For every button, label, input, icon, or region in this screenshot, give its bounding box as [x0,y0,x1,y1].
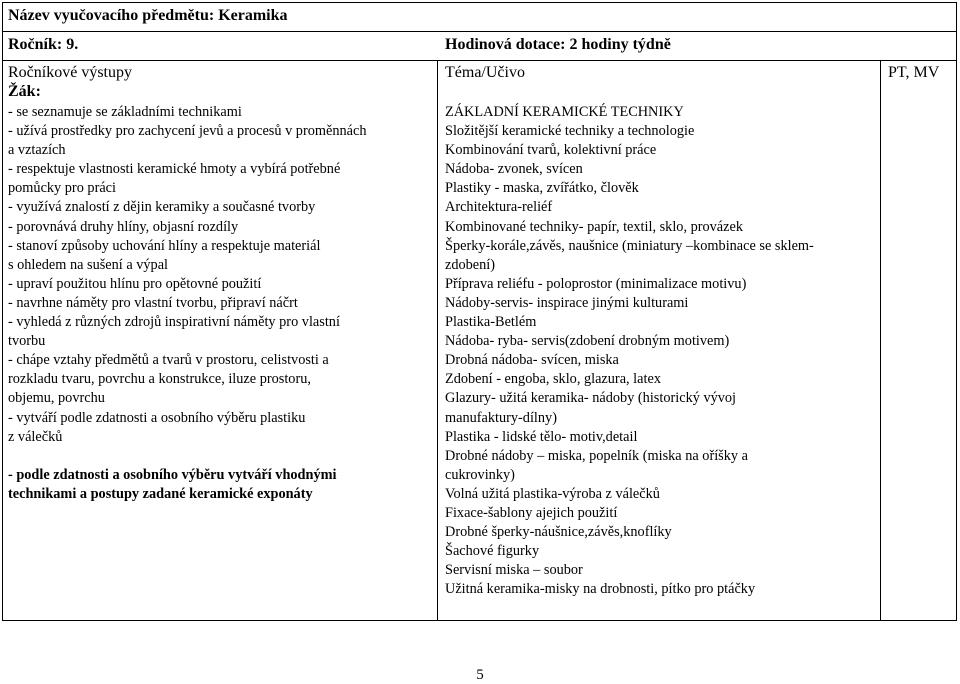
page-number: 5 [476,667,484,683]
list-item: - porovnává druhy hlíny, objasní rozdíly [8,218,239,235]
column-divider [880,60,881,621]
list-item: - respektuje vlastnosti keramické hmoty a vybírá potřebné [8,161,341,178]
list-item: z válečků [8,428,63,445]
list-item: Servisní miska – soubor [445,562,583,579]
student-label: Žák: [8,83,41,100]
list-item: objemu, povrchu [8,390,105,407]
row-divider [2,60,957,61]
row-divider [2,31,957,32]
list-item: Nádoby-servis- inspirace jinými kulturami [445,294,689,311]
spacer [8,447,366,466]
list-item: Drobná nádoba- svícen, miska [445,352,619,369]
list-item: - vyhledá z různých zdrojů inspirativní náměty pro vlastní [8,314,340,331]
list-item: cukrovinky) [445,466,515,483]
subject-title: Název vyučovacího předmětu: Keramika [8,7,288,24]
list-item: Fixace-šablony ajejich použití [445,504,618,521]
list-item: Plastika - lidské tělo- motiv,detail [445,428,638,445]
table-border-right [956,2,957,621]
table-border-bottom [2,620,957,621]
column-divider [437,60,438,621]
topic-header: Téma/Učivo [445,64,525,81]
outputs-header: Ročníkové výstupy [8,64,132,81]
list-item: Drobné šperky-náušnice,závěs,knoflíky [445,524,672,541]
list-item: Příprava reliéfu - poloprostor (minimalizace motivu) [445,275,747,292]
list-item: Zdobení - engoba, sklo, glazura, latex [445,371,661,388]
list-item: zdobení) [445,256,496,273]
list-item: Šperky-korále,závěs, naušnice (miniatury –kombinace se sklem- [445,237,814,254]
list-item: - využívá znalostí z dějin keramiky a současné tvorby [8,199,316,216]
list-item: Plastiky - maska, zvířátko, člověk [445,180,639,197]
list-item: - upraví použitou hlínu pro opětovné použití [8,275,262,292]
list-item: ZÁKLADNÍ KERAMICKÉ TECHNIKY [445,104,684,120]
list-item: Užitná keramika-misky na drobnosti, pítko pro ptáčky [445,581,756,598]
list-item: s ohledem na sušení a výpal [8,256,169,273]
list-item: Složitější keramické techniky a technologie [445,123,695,140]
curriculum-table [2,2,957,622]
list-item: Plastika-Betlém [445,314,537,331]
list-item-bold: technikami a postupy zadané keramické exponáty [8,485,313,502]
pt-mv-header: PT, MV [888,64,940,81]
hours-label: Hodinová dotace: 2 hodiny týdně [445,36,671,53]
list-item-bold: - podle zdatnosti a osobního výběru vytváří vhodnými [8,466,337,483]
list-item: rozkladu tvaru, povrchu a konstrukce, iluze prostoru, [8,371,311,388]
list-item: - chápe vztahy předmětů a tvarů v prostoru, celistvosti a [8,352,329,369]
list-item: Nádoba- zvonek, svícen [445,161,583,178]
list-item: Glazury- užitá keramika- nádoby (historický vývoj [445,390,737,407]
list-item: Architektura-reliéf [445,199,553,216]
list-item: manufaktury-dílny) [445,409,557,426]
list-item: - se seznamuje se základními technikami [8,104,242,120]
grade-label: Ročník: 9. [8,36,79,53]
outputs-list [8,103,366,504]
list-item: a vztazích [8,142,66,159]
table-border-left [2,2,3,621]
list-item: pomůcky pro práci [8,180,116,197]
table-border-top [2,2,957,3]
list-item: Kombinované techniky- papír, textil, sklo, provázek [445,218,743,235]
topic-list [445,103,814,599]
list-item: Kombinování tvarů, kolektivní práce [445,142,657,159]
list-item: Volná užitá plastika-výroba z válečků [445,485,660,502]
list-item: Šachové figurky [445,543,540,560]
list-item: - stanoví způsoby uchování hlíny a respektuje materiál [8,237,321,254]
list-item: Drobné nádoby – miska, popelník (miska na oříšky a [445,447,748,464]
list-item: - vytváří podle zdatnosti a osobního výběru plastiku [8,409,306,426]
list-item: - navrhne náměty pro vlastní tvorbu, připraví náčrt [8,294,298,311]
list-item: Nádoba- ryba- servis(zdobení drobným motivem) [445,333,730,350]
list-item: - užívá prostředky pro zachycení jevů a procesů v proměnnách [8,123,367,140]
list-item: tvorbu [8,333,46,350]
